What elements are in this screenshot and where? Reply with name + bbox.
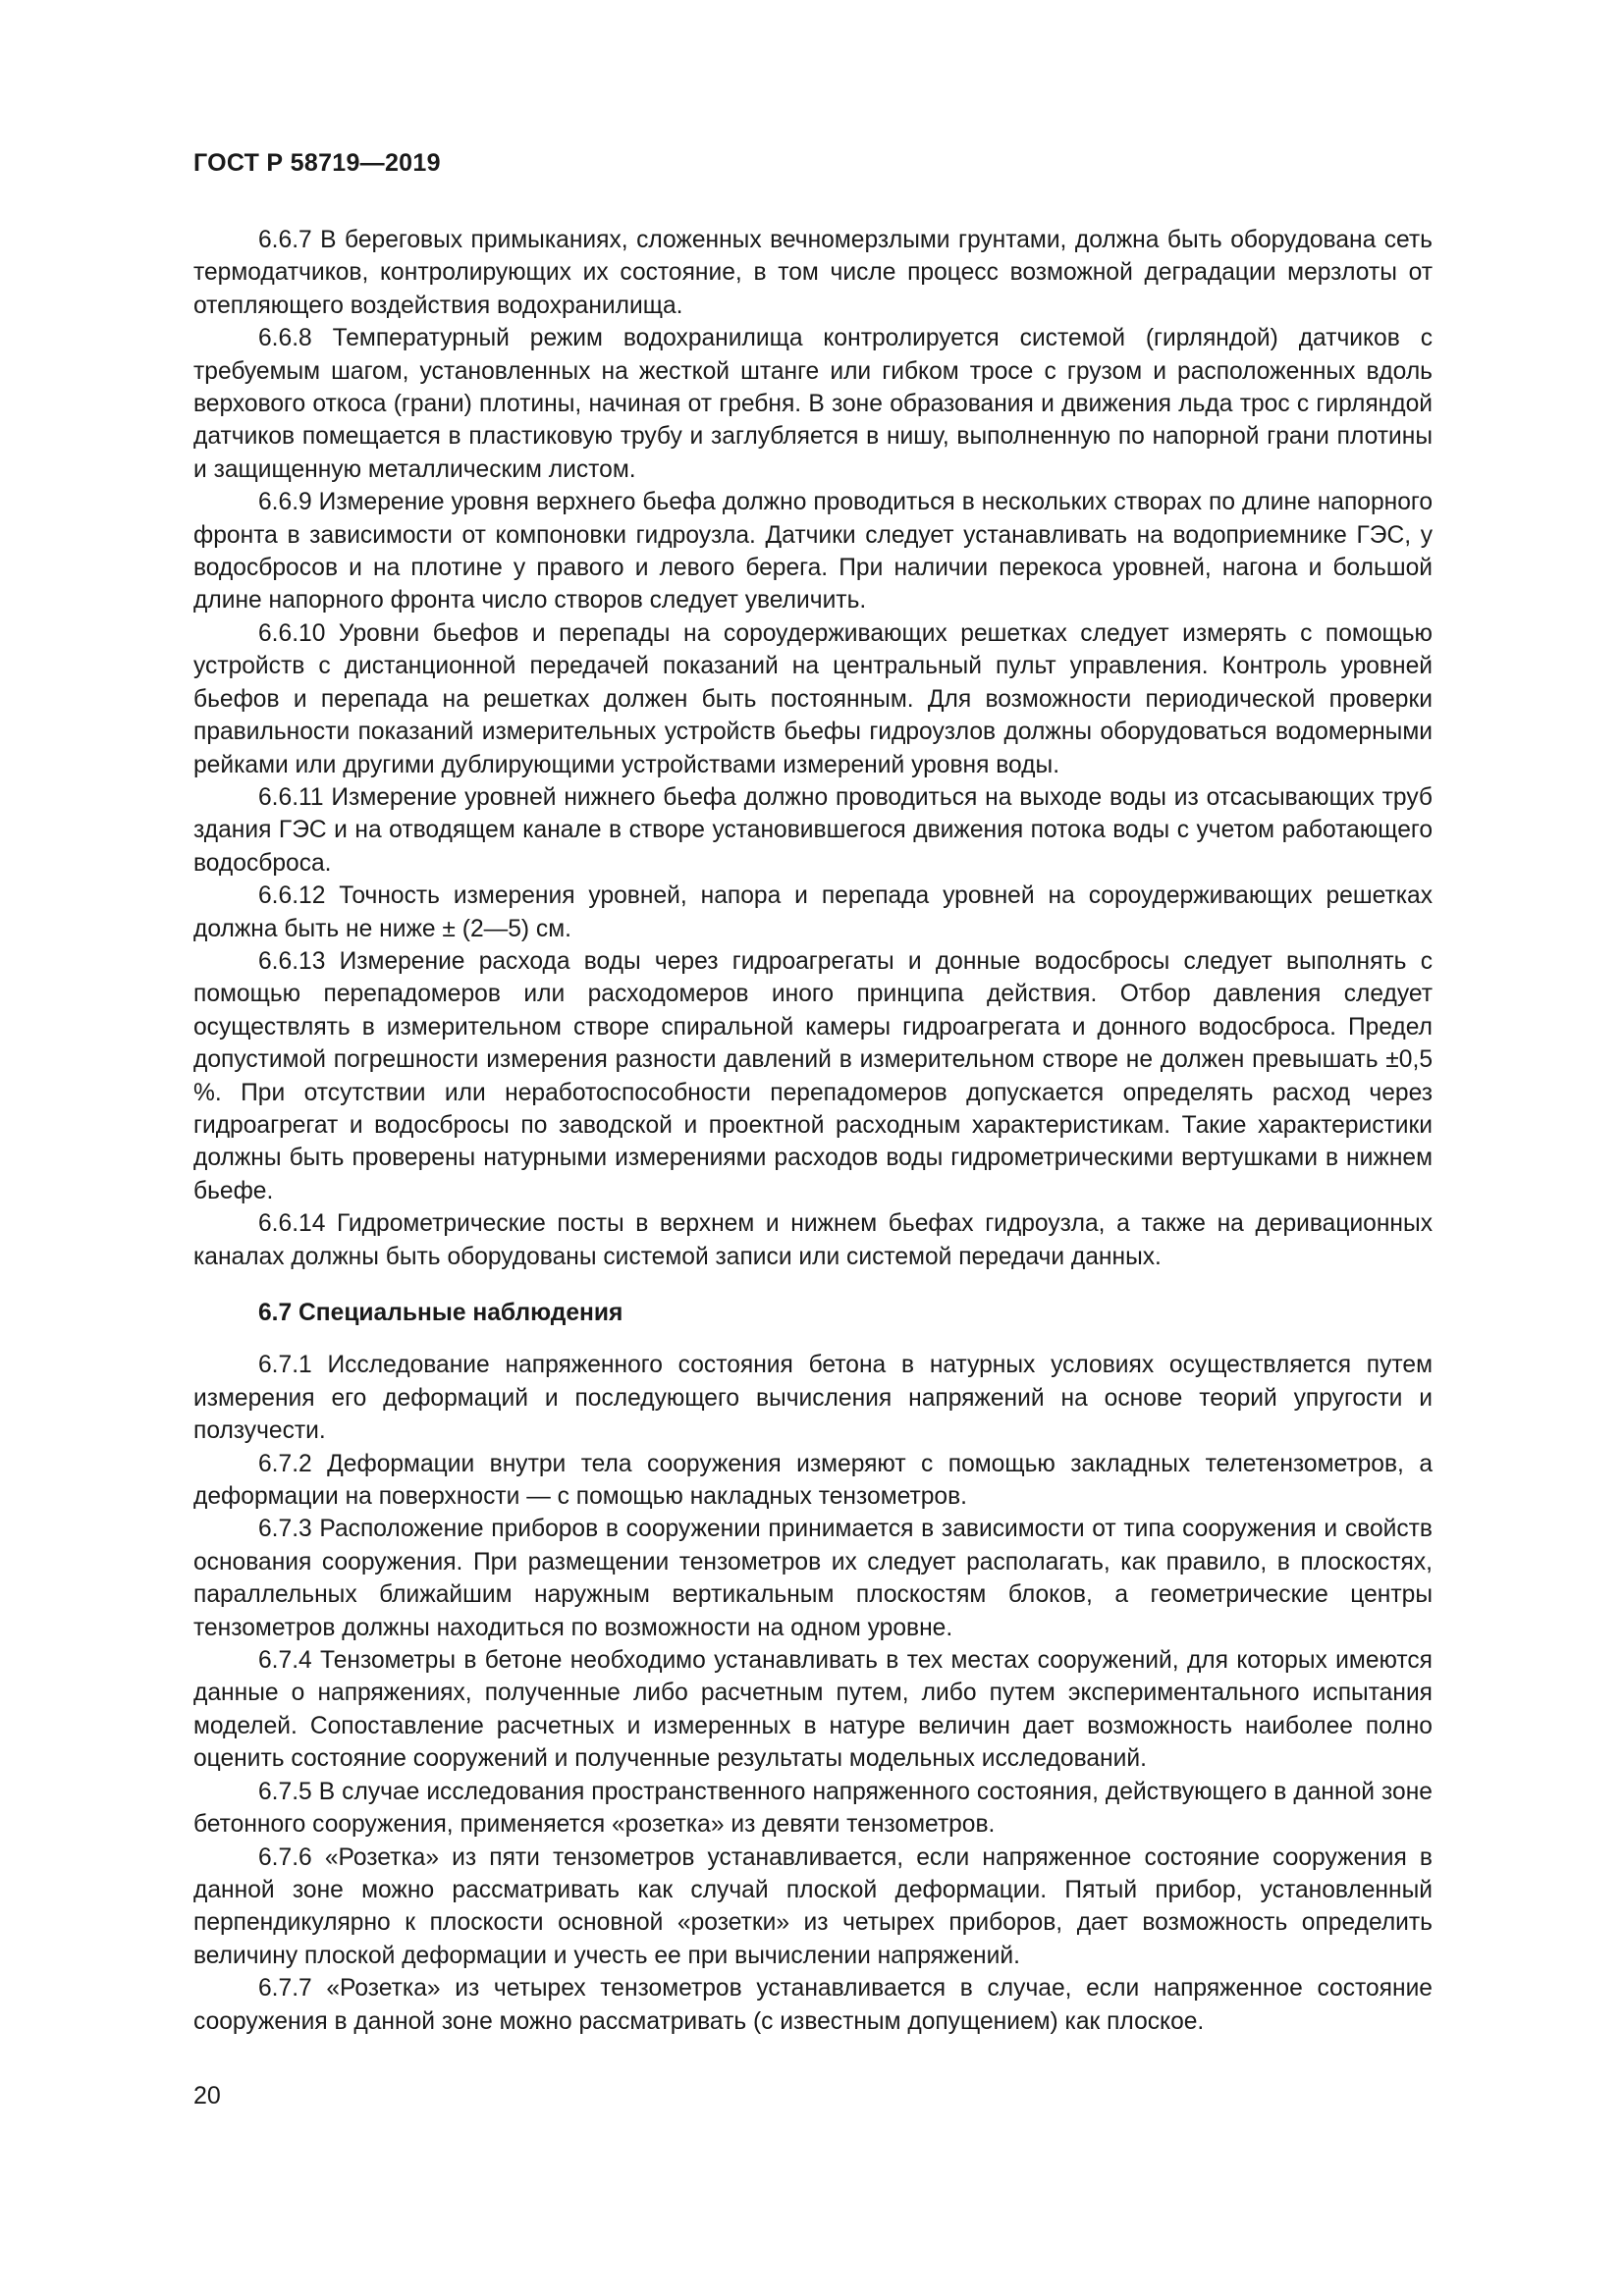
paragraph-6-7-2: 6.7.2 Деформации внутри тела сооружения измеряют с помощью закладных телетензометров, а деформации на поверхности — с помощью накладных тензометров. (193, 1450, 1433, 1511)
paragraph-6-7-4: 6.7.4 Тензометры в бетоне необходимо устанавливать в тех местах сооружений, для которых имеются данные о напряжениях, полученные либо расчетным путем, либо путем экспериментального испытания моделей. Сопоставление расчетных и измеренных в натуре величин дает возможность наиболее полно оценить состояние сооружений и полученные результаты модельных исследований. (193, 1647, 1433, 1773)
paragraph-6-6-14: 6.6.14 Гидрометрические посты в верхнем и нижнем бьефах гидроузла, а также на деривационных каналах должны быть оборудованы системой записи или системой передачи данных. (193, 1210, 1433, 1270)
paragraph-6-6-12: 6.6.12 Точность измерения уровней, напора и перепада уровней на сороудерживающих решетках должна быть не ниже ± (2—5) см. (193, 882, 1433, 942)
document-body (193, 224, 1433, 2038)
section-heading: 6.7 Специальные наблюдения (258, 1300, 623, 1326)
paragraph-6-6-8: 6.6.8 Температурный режим водохранилища контролируется системой (гирляндой) датчиков с требуемым шагом, установленных на жесткой штанге или гибком тросе с грузом и расположенных вдоль верхового откоса (грани) плотины, начиная от гребня. В зоне образования и движения льда трос с гирляндой датчиков помещается в пластиковую трубу и заглубляется в нишу, выполненную по напорной грани плотины и защищенную металлическим листом. (193, 325, 1433, 483)
paragraph-6-7-7: 6.7.7 «Розетка» из четырех тензометров устанавливается в случае, если напряженное состояние сооружения в данной зоне можно рассматривать (с известным допущением) как плоское. (193, 1975, 1433, 2035)
paragraph-6-7-5: 6.7.5 В случае исследования пространственного напряженного состояния, действующего в данной зоне бетонного сооружения, применяется «розетка» из девяти тензометров. (193, 1778, 1433, 1839)
paragraph-6-7-1: 6.7.1 Исследование напряженного состояния бетона в натурных условиях осуществляется путем измерения его деформаций и последующего вычисления напряжений на основе теорий упругости и ползучести. (193, 1352, 1433, 1445)
paragraph-6-6-9: 6.6.9 Измерение уровня верхнего бьефа должно проводиться в нескольких створах по длине напорного фронта в зависимости от компоновки гидроузла. Датчики следует устанавливать на водоприемнике ГЭС, у водосбросов и на плотине у правого и левого берега. При наличии перекоса уровней, нагона и большой длине напорного фронта число створов следует увеличить. (193, 489, 1433, 614)
paragraph-6-6-7: 6.6.7 В береговых примыканиях, сложенных вечномерзлыми грунтами, должна быть оборудована сеть термодатчиков, контролирующих их состояние, в том числе процесс возможной деградации мерзлоты от отепляющего воздействия водохранилища. (193, 227, 1433, 319)
paragraph-6-7-3: 6.7.3 Расположение приборов в сооружении принимается в зависимости от типа сооружения и свойств основания сооружения. При размещении тензометров их следует располагать, как правило, в плоскостях, параллельных ближайшим наружным вертикальным плоскостям блоков, а геометрические центры тензометров должны находиться по возможности на одном уровне. (193, 1516, 1433, 1641)
paragraph-6-6-11: 6.6.11 Измерение уровней нижнего бьефа должно проводиться на выходе воды из отсасывающих труб здания ГЭС и на отводящем канале в створе установившегося движения потока воды с учетом работающего водосброса. (193, 783, 1433, 877)
paragraph-6-6-13: 6.6.13 Измерение расхода воды через гидроагрегаты и донные водосбросы следует выполнять с помощью перепадомеров или расходомеров иного принципа действия. Отбор давления следует осуществлять в измерительном створе спиральной камеры гидроагрегата и донного водосброса. Предел допустимой погрешности измерения разности давлений в измерительном створе не должен превышать ±0,5 %. При отсутствии или неработоспособности перепадомеров допускается определять расход через гидроагрегат и водосбросы по заводской и проектной расходным характеристикам. Такие характеристики должны быть проверены натурными измерениями расходов воды гидрометрическими вертушками в нижнем бьефе. (193, 947, 1433, 1204)
paragraph-6-7-6: 6.7.6 «Розетка» из пяти тензометров устанавливается, если напряженное состояние сооружения в данной зоне можно рассматривать как случай плоской деформации. Пятый прибор, установленный перпендикулярно к плоскости основной «розетки» из четырех приборов, дает возможность определить величину плоской деформации и учесть ее при вычислении напряжений. (193, 1843, 1433, 1969)
paragraph-6-6-10: 6.6.10 Уровни бьефов и перепады на сороудерживающих решетках следует измерять с помощью устройств с дистанционной передачей показаний на центральный пульт управления. Контроль уровней бьефов и перепада на решетках должен быть постоянным. Для возможности периодической проверки правильности показаний измерительных устройств бьефы гидроузлов должны оборудоваться водомерными рейками или другими дублирующими устройствами измерений уровня воды. (193, 619, 1433, 778)
page-number: 20 (193, 2082, 221, 2109)
document-code-header: ГОСТ Р 58719—2019 (193, 149, 441, 177)
